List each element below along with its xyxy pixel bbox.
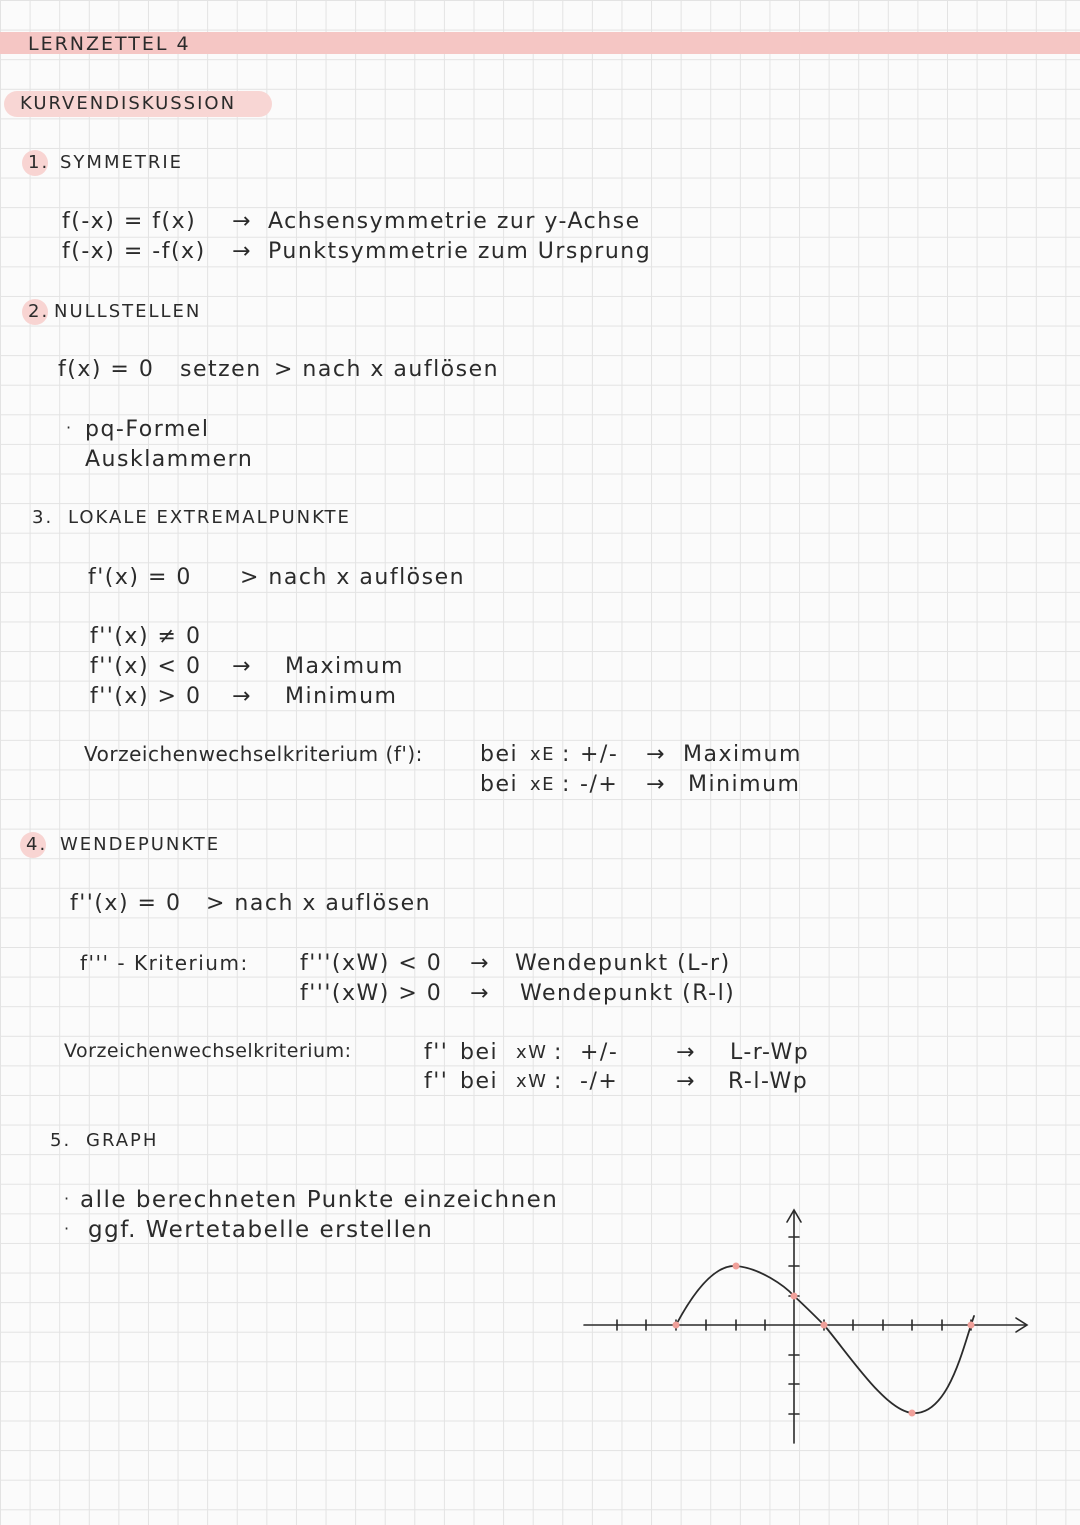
method-pq-formel: pq-Formel	[85, 417, 210, 442]
zero-step: > nach x auflösen	[274, 357, 500, 382]
section-3-title: LOKALE EXTREMALPUNKTE	[68, 507, 351, 528]
topic-title: KURVENDISKUSSION	[20, 93, 237, 114]
arrow-icon: →	[232, 684, 252, 709]
graph-step-points: alle berechneten Punkte einzeichnen	[80, 1187, 559, 1213]
vzw-result-lr: L-r-Wp	[730, 1040, 810, 1065]
vzw-sep: :	[562, 772, 571, 797]
symmetry-formula-point: f(-x) = -f(x)	[62, 239, 206, 264]
bullet-icon: ·	[66, 418, 73, 437]
arrow-icon: →	[470, 981, 490, 1006]
criterion-lr: f'''(xW) < 0	[300, 951, 443, 976]
section-4-number: 4.	[26, 834, 48, 855]
inflection-condition: f''(x) = 0	[70, 891, 182, 916]
symmetry-result-point: Punktsymmetrie zum Ursprung	[268, 239, 652, 264]
section-5-number: 5.	[50, 1130, 72, 1151]
symmetry-formula-axis: f(-x) = f(x)	[62, 209, 197, 234]
vzw-sign: +/-	[580, 742, 619, 767]
vzw-bei: bei	[460, 1040, 499, 1065]
vzw-var: xW	[516, 1042, 548, 1063]
method-ausklammern: Ausklammern	[85, 447, 254, 472]
arrow-icon: →	[676, 1040, 696, 1065]
section-3-number: 3.	[32, 507, 54, 528]
arrow-icon: →	[676, 1069, 696, 1094]
vzw-bei: bei	[460, 1069, 499, 1094]
section-2-number: 2.	[28, 301, 50, 322]
extrema-result-min: Minimum	[285, 684, 398, 709]
section-1-number: 1.	[28, 152, 50, 173]
vzw-var: xW	[516, 1071, 548, 1092]
section-5-title: GRAPH	[86, 1130, 159, 1151]
vzw-bei: bei	[480, 772, 519, 797]
function-curve	[676, 1266, 974, 1413]
graph-points	[673, 1263, 975, 1417]
arrow-icon: →	[232, 209, 252, 234]
extrema-rule-nonzero: f''(x) ≠ 0	[90, 624, 202, 649]
section-4-title: WENDEPUNKTE	[60, 834, 221, 855]
bullet-icon: ·	[64, 1189, 71, 1208]
arrow-icon: →	[470, 951, 490, 976]
vzw-sep: :	[562, 742, 571, 767]
extrema-step: > nach x auflösen	[240, 565, 466, 590]
vzw-sign: +/-	[580, 1040, 619, 1065]
vzw-result-min: Minimum	[688, 772, 801, 797]
inflection-vzw-label: Vorzeichenwechselkriterium:	[64, 1040, 352, 1062]
arrow-icon: →	[646, 772, 666, 797]
vzw-sep: :	[554, 1069, 563, 1094]
vzw-sign: -/+	[580, 1069, 619, 1094]
vzw-result-rl: R-l-Wp	[728, 1069, 809, 1094]
arrow-icon: →	[232, 654, 252, 679]
bullet-icon: ·	[64, 1219, 71, 1238]
zero-condition: f(x) = 0	[58, 357, 155, 382]
vzw-var: xE	[530, 744, 556, 765]
criterion-lr-result: Wendepunkt (L-r)	[515, 951, 731, 976]
zero-action: setzen	[180, 357, 262, 382]
arrow-icon: →	[646, 742, 666, 767]
criterion-rl: f'''(xW) > 0	[300, 981, 443, 1006]
vzw-sign: -/+	[580, 772, 619, 797]
page-title: LERNZETTEL 4	[28, 33, 191, 55]
vzw-result-max: Maximum	[683, 742, 802, 767]
extrema-rule-max: f''(x) < 0	[90, 654, 202, 679]
extrema-result-max: Maximum	[285, 654, 404, 679]
section-1-title: SYMMETRIE	[60, 152, 184, 173]
vzw-deriv: f''	[424, 1040, 449, 1065]
vzw-var: xE	[530, 774, 556, 795]
criterion-rl-result: Wendepunkt (R-l)	[520, 981, 736, 1006]
vzw-bei: bei	[480, 742, 519, 767]
extrema-rule-min: f''(x) > 0	[90, 684, 202, 709]
symmetry-result-axis: Achsensymmetrie zur y-Achse	[268, 209, 641, 234]
extrema-condition: f'(x) = 0	[88, 565, 192, 590]
third-derivative-label: f''' - Kriterium:	[80, 951, 249, 975]
graph-step-table: ggf. Wertetabelle erstellen	[88, 1217, 434, 1243]
inflection-step: > nach x auflösen	[206, 891, 432, 916]
vzw-sep: :	[554, 1040, 563, 1065]
extrema-vzw-label: Vorzeichenwechselkriterium (f'):	[84, 742, 423, 766]
section-2-title: NULLSTELLEN	[54, 301, 202, 322]
vzw-deriv: f''	[424, 1069, 449, 1094]
arrow-icon: →	[232, 239, 252, 264]
